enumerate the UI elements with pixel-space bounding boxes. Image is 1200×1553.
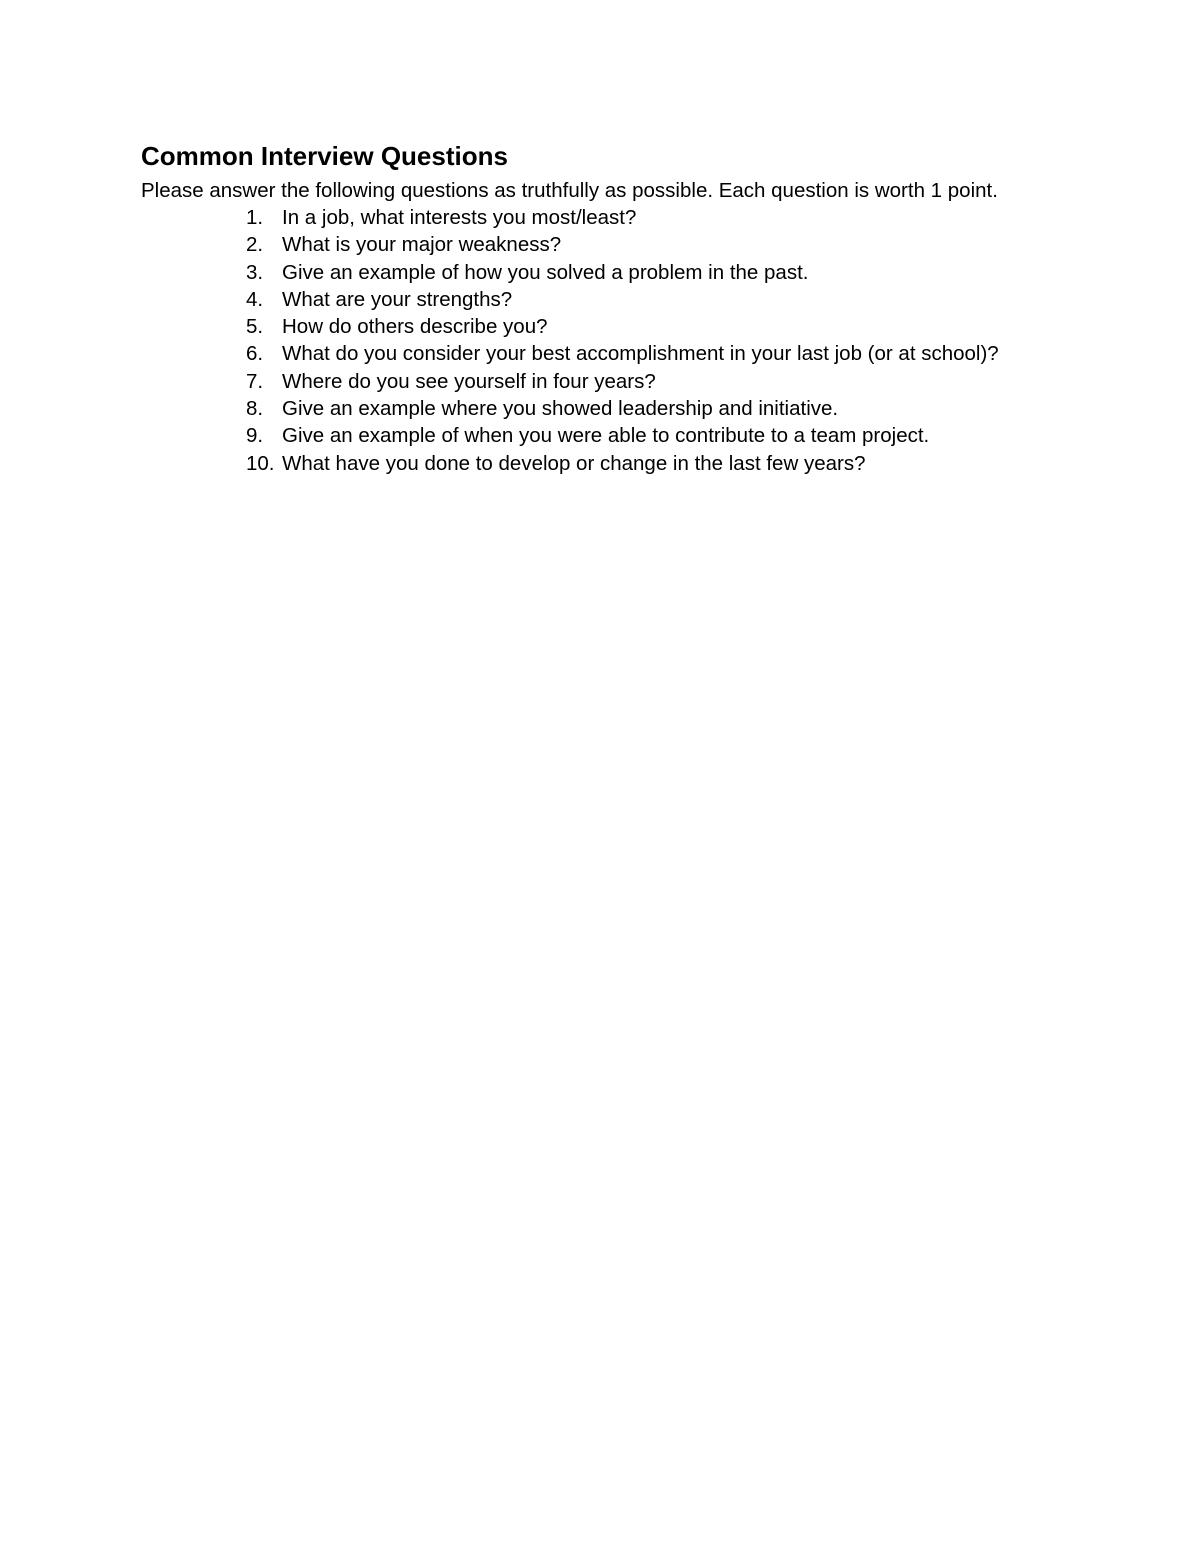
question-number: 5. bbox=[246, 315, 264, 339]
question-text: How do others describe you? bbox=[282, 315, 548, 339]
question-text: In a job, what interests you most/least? bbox=[282, 206, 637, 229]
list-item bbox=[246, 340, 999, 367]
list-item bbox=[246, 259, 999, 286]
question-number: 4. bbox=[246, 287, 264, 311]
list-item bbox=[246, 231, 999, 258]
question-text: Give an example of when you were able to contribute to a team project. bbox=[282, 424, 930, 448]
page-title: Common Interview Questions bbox=[141, 141, 508, 171]
question-number: 9. bbox=[246, 424, 264, 448]
question-number: 2. bbox=[246, 233, 264, 257]
question-number: 1. bbox=[246, 206, 264, 229]
question-text: Give an example of how you solved a problem in the past. bbox=[282, 260, 809, 284]
question-text: What are your strengths? bbox=[282, 287, 513, 311]
question-number: 3. bbox=[246, 260, 264, 284]
question-number: 8. bbox=[246, 397, 264, 421]
list-item bbox=[246, 395, 999, 422]
question-list bbox=[246, 204, 999, 477]
question-text: Where do you see yourself in four years? bbox=[282, 369, 656, 393]
question-text: What do you consider your best accomplishment in your last job (or at school)? bbox=[282, 342, 999, 366]
intro-text: Please answer the following questions as truthfully as possible. Each question is worth 1 point. bbox=[141, 179, 998, 202]
list-item bbox=[246, 450, 999, 477]
question-number: 10. bbox=[246, 451, 275, 475]
question-number: 6. bbox=[246, 342, 264, 366]
list-item bbox=[246, 422, 999, 449]
list-item bbox=[246, 368, 999, 395]
question-text: What is your major weakness? bbox=[282, 233, 562, 257]
list-item bbox=[246, 204, 999, 231]
list-item bbox=[246, 286, 999, 313]
question-number: 7. bbox=[246, 369, 264, 393]
question-text: Give an example where you showed leadership and initiative. bbox=[282, 397, 839, 421]
list-item bbox=[246, 313, 999, 340]
question-text: What have you done to develop or change in the last few years? bbox=[282, 451, 866, 475]
